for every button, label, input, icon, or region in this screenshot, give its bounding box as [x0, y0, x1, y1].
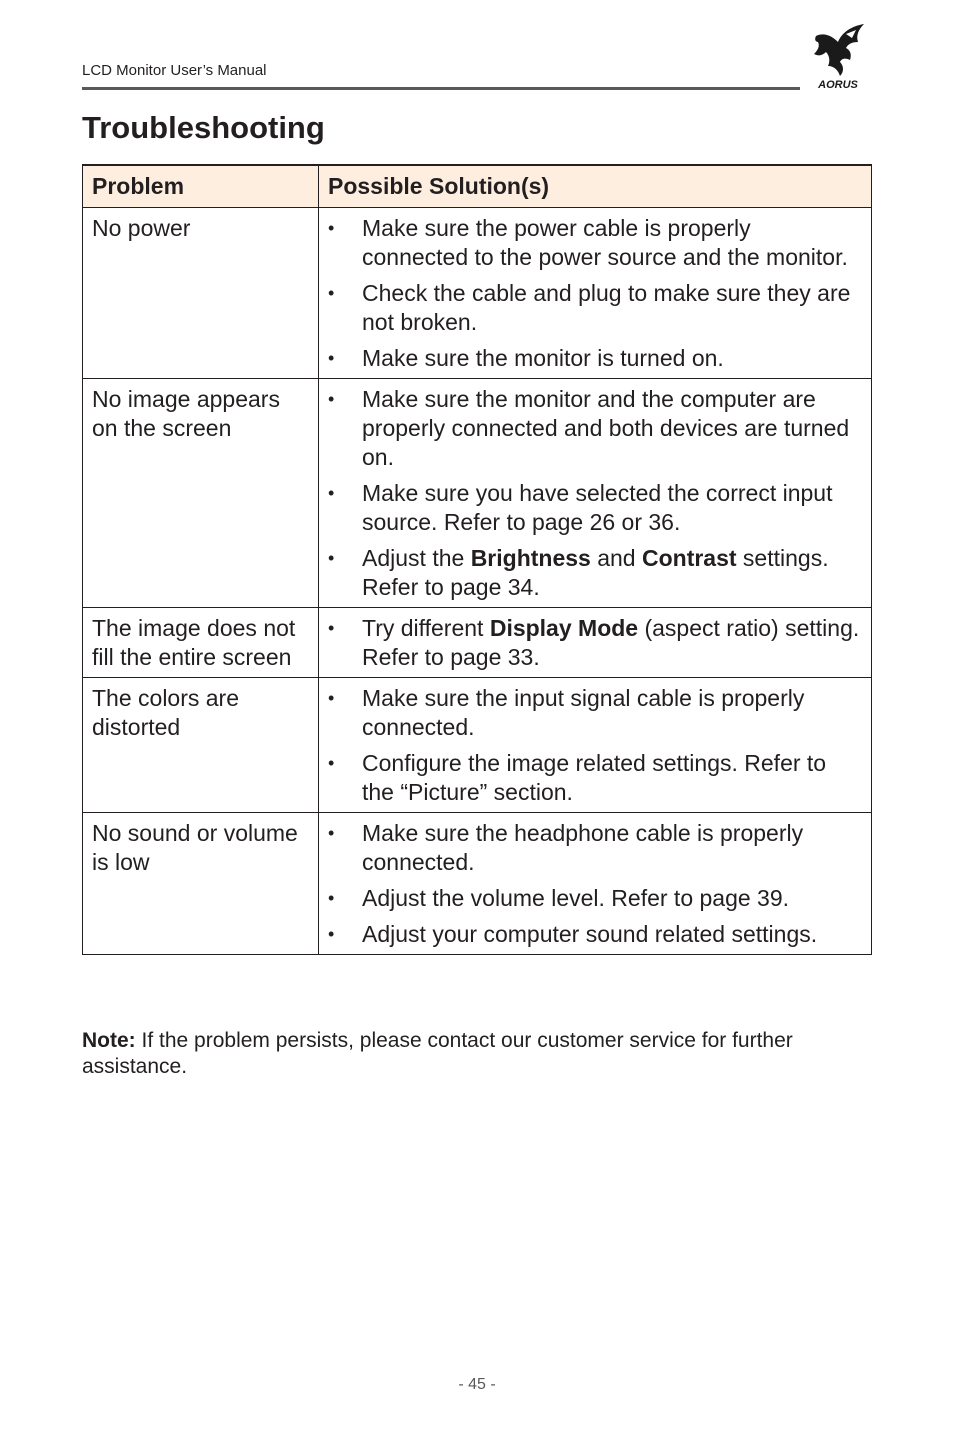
solution-text: (aspect ratio) setting. Refer to page 33.	[362, 615, 860, 670]
solution-item	[328, 385, 862, 472]
table-row	[83, 379, 872, 608]
solution-text: Make sure you have selected the correct input source. Refer to page 26 or 36.	[362, 480, 833, 535]
solution-text: Configure the image related settings. Refer to the “Picture” section.	[362, 750, 827, 805]
problem-cell: No sound or volume is low	[83, 813, 319, 955]
troubleshooting-table	[82, 164, 872, 955]
solution-list	[328, 819, 862, 949]
solution-text: Adjust your computer sound related settings.	[362, 921, 818, 947]
solution-item	[328, 344, 862, 373]
page-title: Troubleshooting	[82, 110, 325, 145]
solution-text: Make sure the power cable is properly connected to the power source and the monitor.	[362, 215, 848, 270]
note-text: If the problem persists, please contact our customer service for further assistance.	[82, 1029, 793, 1078]
solutions-cell	[319, 813, 872, 955]
solution-text: Make sure the headphone cable is properly connected.	[362, 820, 804, 875]
header-divider	[82, 87, 800, 90]
solutions-cell	[319, 678, 872, 813]
manual-title: LCD Monitor User’s Manual	[82, 62, 267, 79]
solution-item	[328, 214, 862, 272]
solutions-cell	[319, 608, 872, 678]
solution-item	[328, 279, 862, 337]
bullet-icon: •	[328, 618, 335, 638]
table-row	[83, 208, 872, 379]
solution-item	[328, 749, 862, 807]
solution-text: and	[590, 545, 642, 571]
problem-cell: No image appears on the screen	[83, 379, 319, 608]
logo-text: AORUS	[818, 79, 858, 90]
note-label: Note:	[82, 1029, 136, 1052]
bullet-icon: •	[328, 283, 335, 303]
aorus-eagle-logo-icon	[806, 22, 870, 90]
solution-list	[328, 684, 862, 807]
problem-cell: The colors are distorted	[83, 678, 319, 813]
note-paragraph	[82, 1028, 872, 1080]
solution-text: Make sure the monitor is turned on.	[362, 345, 724, 371]
solution-item	[328, 684, 862, 742]
problem-cell: No power	[83, 208, 319, 379]
solution-item	[328, 544, 862, 602]
solution-list	[328, 614, 862, 672]
table-row	[83, 678, 872, 813]
bullet-icon: •	[328, 548, 335, 568]
solution-text: settings. Refer to page 34.	[362, 545, 829, 600]
table-row	[83, 608, 872, 678]
bullet-icon: •	[328, 888, 335, 908]
page-number: - 45 -	[458, 1376, 496, 1393]
column-header-problem: Problem	[83, 165, 319, 208]
table-row	[83, 813, 872, 955]
bullet-icon: •	[328, 688, 335, 708]
solution-item	[328, 920, 862, 949]
bullet-icon: •	[328, 924, 335, 944]
solution-item	[328, 884, 862, 913]
solutions-cell	[319, 379, 872, 608]
solution-text: Check the cable and plug to make sure they are not broken.	[362, 280, 851, 335]
problem-cell: The image does not fill the entire screen	[83, 608, 319, 678]
solution-item	[328, 614, 862, 672]
solution-text: Make sure the input signal cable is properly connected.	[362, 685, 805, 740]
solutions-cell	[319, 208, 872, 379]
table-header-row	[83, 165, 872, 208]
solution-bold-term: Display Mode	[489, 615, 639, 641]
bullet-icon: •	[328, 483, 335, 503]
solution-text: Make sure the monitor and the computer are properly connected and both devices are turned on.	[362, 386, 850, 470]
bullet-icon: •	[328, 753, 335, 773]
bullet-icon: •	[328, 348, 335, 368]
solution-text: Adjust the	[362, 545, 471, 571]
solution-text: Adjust the volume level. Refer to page 39.	[362, 885, 790, 911]
bullet-icon: •	[328, 218, 335, 238]
solution-item	[328, 819, 862, 877]
solution-text: Try different	[362, 615, 490, 641]
bullet-icon: •	[328, 823, 335, 843]
bullet-icon: •	[328, 389, 335, 409]
solution-bold-term: Brightness	[470, 545, 591, 571]
solution-bold-term: Contrast	[641, 545, 737, 571]
solution-list	[328, 385, 862, 602]
solution-list	[328, 214, 862, 373]
column-header-solutions: Possible Solution(s)	[319, 165, 872, 208]
solution-item	[328, 479, 862, 537]
